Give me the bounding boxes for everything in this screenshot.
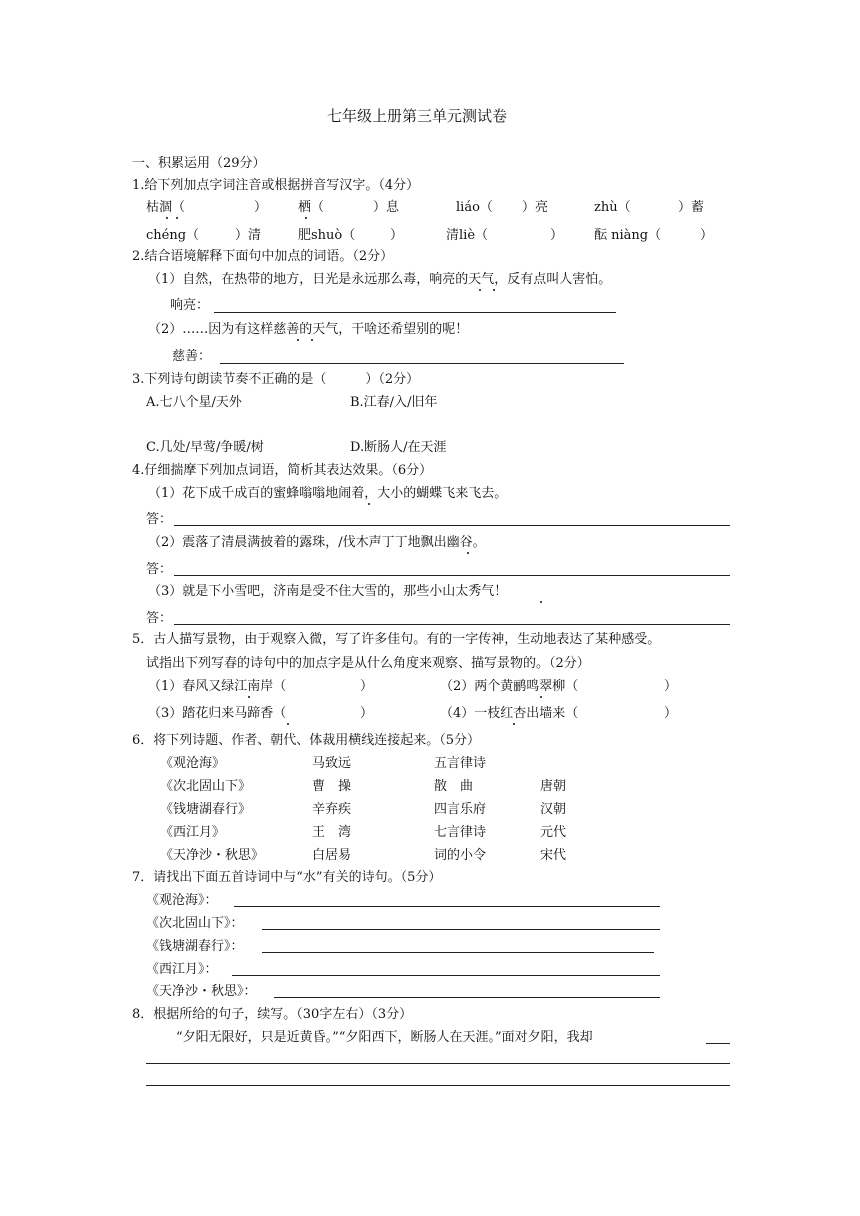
q7-stem: 7．请找出下面五首诗词中与“水”有关的诗句。（5分） bbox=[132, 870, 442, 885]
poem-dynasty: 元代 bbox=[540, 825, 567, 840]
poem-genre: 五言律诗 bbox=[434, 756, 487, 771]
q7-item-label: 《天净沙・秋思》： bbox=[146, 984, 257, 999]
emphasis-dot bbox=[479, 289, 481, 291]
emphasis-dot bbox=[467, 552, 469, 554]
q2-sentence-1: （1）自然，在热带的地方，日光是永远那么毒，响亮的天气，反有点叫人害怕。 bbox=[148, 272, 612, 287]
q5-item-1: （1）春风又绿江南岸（ bbox=[148, 679, 287, 694]
q5-item-close: ） bbox=[360, 679, 374, 694]
q1-item-label: 酝 niàng（ bbox=[594, 228, 662, 243]
q4-answer-label: 答： bbox=[146, 562, 173, 577]
q1-item-label: liáo（ bbox=[456, 200, 493, 215]
q3-option-b: B.江春/入/旧年 bbox=[350, 395, 438, 410]
answer-line[interactable] bbox=[146, 1085, 730, 1086]
emphasis-dot bbox=[166, 217, 168, 219]
poem-author: 白居易 bbox=[312, 848, 352, 863]
q1-item-close: ） bbox=[700, 228, 714, 243]
answer-line[interactable] bbox=[214, 312, 616, 313]
q8-prompt-text: “夕阳无限好，只是近黄昏。”“夕阳西下，断肠人在天涯。”面对夕阳，我却 bbox=[176, 1030, 593, 1045]
q7-item-label: 《次北固山下》： bbox=[146, 916, 244, 931]
answer-line[interactable] bbox=[146, 1063, 730, 1064]
section-heading: 一、积累运用（29分） bbox=[132, 156, 266, 171]
q2-answer-label-1: 响亮： bbox=[170, 298, 210, 313]
q1-item-close: ） bbox=[390, 228, 404, 243]
q1-item-label: 枯涸（ bbox=[146, 200, 186, 215]
answer-line[interactable] bbox=[174, 525, 730, 526]
answer-line[interactable] bbox=[262, 952, 654, 953]
q1-item-close: ）息 bbox=[373, 200, 400, 215]
emphasis-dot bbox=[493, 289, 495, 291]
q3-option-d: D.断肠人/在天涯 bbox=[350, 440, 447, 455]
answer-line[interactable] bbox=[232, 975, 660, 976]
emphasis-dot bbox=[368, 503, 370, 505]
emphasis-dot bbox=[287, 723, 289, 725]
q1-item-label: 栖（ bbox=[298, 200, 325, 215]
answer-line[interactable] bbox=[274, 997, 660, 998]
q5-item-close: ） bbox=[664, 706, 678, 721]
emphasis-dot bbox=[540, 696, 542, 698]
q2-sentence-2: （2）……因为有这样慈善的天气，干啥还希望别的呢！ bbox=[148, 322, 469, 337]
q1-item-label: 清liè（ bbox=[446, 228, 489, 243]
q5-item-close: ） bbox=[360, 706, 374, 721]
q5-stem-1: 5．古人描写景物，由于观察入微，写了许多佳句。有的一字传神，生动地表达了某种感受。 bbox=[132, 632, 661, 647]
emphasis-dot bbox=[248, 696, 250, 698]
poem-title: 《西江月》 bbox=[160, 825, 226, 840]
answer-line[interactable] bbox=[174, 624, 730, 625]
answer-line[interactable] bbox=[262, 929, 660, 930]
emphasis-dot bbox=[305, 217, 307, 219]
emphasis-dot bbox=[297, 339, 299, 341]
q4-stem: 4.仔细揣摩下列加点词语，简析其表达效果。（6分） bbox=[132, 463, 433, 478]
poem-genre: 散 曲 bbox=[434, 779, 474, 794]
q3-stem: 3.下列诗句朗读节奏不正确的是（ ）（2分） bbox=[132, 372, 420, 387]
q5-stem-2: 试指出下列写春的诗句中的加点字是从什么角度来观察、描写景物的。（2分） bbox=[146, 656, 590, 671]
emphasis-dot bbox=[311, 339, 313, 341]
poem-title: 《天净沙・秋思》 bbox=[160, 848, 265, 863]
q1-item-close: ）亮 bbox=[522, 200, 549, 215]
emphasis-dot bbox=[513, 723, 515, 725]
poem-author: 辛弃疾 bbox=[312, 802, 352, 817]
q7-item-label: 《观沧海》： bbox=[146, 893, 218, 908]
poem-title: 《钱塘湖春行》 bbox=[160, 802, 252, 817]
q1-item-close: ）清 bbox=[235, 228, 262, 243]
poem-genre: 四言乐府 bbox=[434, 802, 487, 817]
q5-item-4: （4）一枝红杏出墙来（ bbox=[440, 706, 579, 721]
poem-genre: 七言律诗 bbox=[434, 825, 487, 840]
q8-stem: 8．根据所给的句子，续写。（30字左右）（3分） bbox=[132, 1007, 413, 1022]
poem-genre: 词的小令 bbox=[434, 848, 487, 863]
q1-item-close: ） bbox=[550, 228, 564, 243]
q6-stem: 6．将下列诗题、作者、朝代、体裁用横线连接起来。（5分） bbox=[132, 733, 481, 748]
q1-stem: 1.给下列加点字词注音或根据拼音写汉字。（4分） bbox=[132, 178, 420, 193]
poem-title: 《次北固山下》 bbox=[160, 779, 252, 794]
poem-title: 《观沧海》 bbox=[160, 756, 226, 771]
poem-dynasty: 宋代 bbox=[540, 848, 567, 863]
q2-answer-label-2: 慈善： bbox=[172, 349, 212, 364]
q3-option-a: A.七八个星/天外 bbox=[146, 395, 242, 410]
q7-item-label: 《西江月》： bbox=[146, 962, 218, 977]
q5-item-3: （3）踏花归来马蹄香（ bbox=[148, 706, 287, 721]
poem-dynasty: 汉朝 bbox=[540, 802, 567, 817]
poem-dynasty: 唐朝 bbox=[540, 779, 567, 794]
poem-author: 马致远 bbox=[312, 756, 352, 771]
q1-item-label: chéng（ bbox=[146, 228, 200, 243]
q4-sentence-3: （3）就是下小雪吧，济南是受不住大雪的，那些小山太秀气！ bbox=[148, 584, 508, 599]
q1-item-label: zhù（ bbox=[594, 200, 631, 215]
emphasis-dot bbox=[540, 601, 542, 603]
answer-line[interactable] bbox=[174, 575, 730, 576]
emphasis-dot bbox=[176, 217, 178, 219]
page-title: 七年级上册第三单元测试卷 bbox=[327, 107, 508, 125]
q2-stem: 2.结合语境解释下面句中加点的词语。（2分） bbox=[132, 249, 394, 264]
q1-item-close: ） bbox=[254, 200, 268, 215]
q5-item-close: ） bbox=[664, 679, 678, 694]
q4-sentence-1: （1）花下成千成百的蜜蜂嗡嗡地闹着，大小的蝴蝶飞来飞去。 bbox=[148, 486, 508, 501]
answer-line[interactable] bbox=[234, 906, 660, 907]
poem-author: 曹 操 bbox=[312, 779, 352, 794]
q7-item-label: 《钱塘湖春行》： bbox=[146, 939, 244, 954]
q4-answer-label: 答： bbox=[146, 611, 173, 626]
q1-item-close: ）蓄 bbox=[678, 200, 705, 215]
q1-item-label: 肥shuò（ bbox=[298, 228, 356, 243]
q3-option-c: C.几处/早莺/争暖/树 bbox=[146, 440, 264, 455]
poem-author: 王 湾 bbox=[312, 825, 352, 840]
q4-sentence-2: （2）震落了清晨满披着的露珠，/伐木声丁丁地飘出幽谷。 bbox=[148, 535, 486, 550]
answer-line[interactable] bbox=[706, 1043, 730, 1044]
q5-item-2: （2）两个黄鹂鸣翠柳（ bbox=[440, 679, 579, 694]
q4-answer-label: 答： bbox=[146, 512, 173, 527]
answer-line[interactable] bbox=[220, 363, 624, 364]
